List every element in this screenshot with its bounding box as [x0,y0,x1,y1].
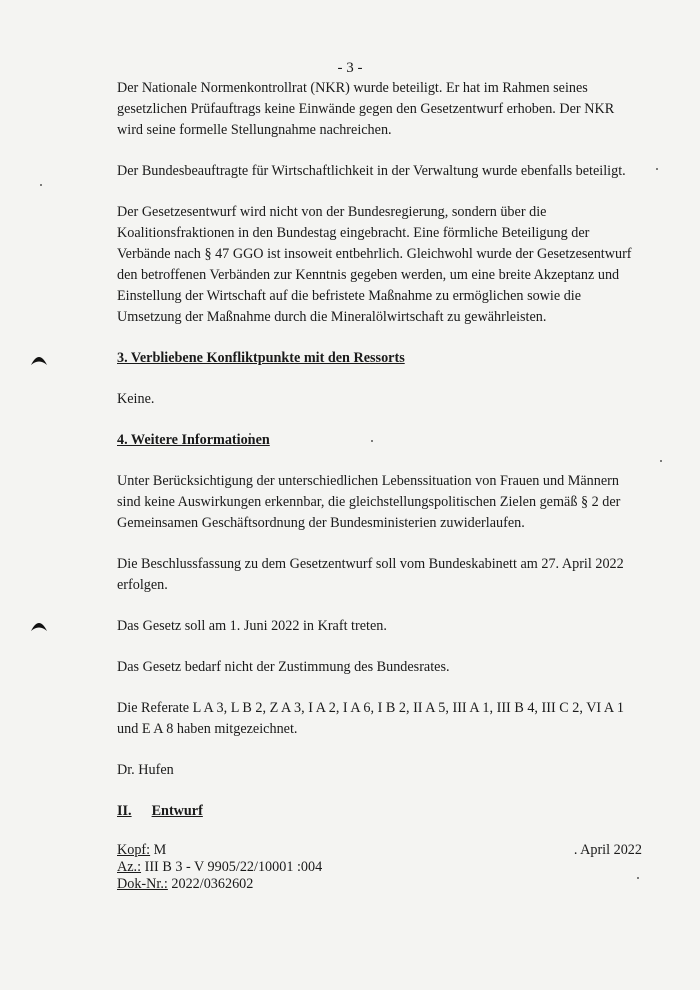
document-meta [117,842,642,893]
section-ii-title: Entwurf [151,803,203,819]
paragraph-inkrafttreten: Das Gesetz soll am 1. Juni 2022 in Kraft treten. [117,618,387,634]
section-3-heading: 3. Verbliebene Konfliktpunkte mit den Ressorts [117,350,405,366]
paragraph-nkr: Der Nationale Normenkontrollrat (NKR) wurde beteiligt. Er hat im Rahmen seines gesetzlichen Prüfauftrags keine Einwände gegen den Gesetzentwurf erhoben. Der NKR wird seine formelle Stellungnahme nachreichen. [117,80,615,138]
document-body [117,78,642,893]
meta-dok [117,876,632,893]
section-3-text: Keine. [117,391,155,407]
meta-dok-key: Dok-Nr.: [117,876,168,892]
meta-az [117,859,632,876]
punch-hole-mark [30,618,48,632]
section-ii-heading [117,801,632,822]
paragraph-gesetzesentwurf: Der Gesetzesentwurf wird nicht von der Bundesregierung, sondern über die Koalitionsfraktionen in den Bundestag eingebracht. Eine förmliche Beteiligung der Verbände nach § 47 GGO ist insoweit entbehrlich. Gleichwohl wurde der Gesetzesentwurf den betroffenen Verbänden zur Kenntnis gegeben werden, um eine breite Akzeptanz und Einstellung der Wirtschaft auf die befristete Maßnahme zu ermöglichen sowie die Umsetzung der Maßnahme durch die Mineralölwirtschaft zu gewährleisten. [117,204,632,325]
signature-name: Dr. Hufen [117,762,174,778]
scan-speck [660,460,662,462]
paragraph-bundesbeauftragter: Der Bundesbeauftragte für Wirtschaftlichkeit in der Verwaltung wurde ebenfalls beteiligt. [117,163,626,179]
meta-az-value: III B 3 - V 9905/22/10001 :004 [141,859,323,875]
page-number: - 3 - [337,60,363,76]
paragraph-referate: Die Referate L A 3, L B 2, Z A 3, I A 2, I A 6, I B 2, II A 5, III A 1, III B 4, III C 2, VI A 1 und E A 8 haben mitgezeichnet. [117,700,625,737]
paragraph-beschlussfassung: Die Beschlussfassung zu dem Gesetzentwurf soll vom Bundeskabinett am 27. April 2022 erfolgen. [117,556,624,593]
paragraph-gleichstellung: Unter Berücksichtigung der unterschiedlichen Lebenssituation von Frauen und Männern sind keine Auswirkungen erkennbar, die gleichstellungspolitischen Zielen gemäß § 2 der Gemeinsamen Geschäftsordnung der Bundesministerien zuwiderlaufen. [117,473,621,531]
section-ii-number: II. [117,803,132,819]
meta-dok-value: 2022/0362602 [167,876,254,892]
section-4-heading: 4. Weitere Informationen [117,432,270,448]
scan-speck [637,877,639,879]
meta-az-key: Az.: [117,859,142,875]
meta-kopf-value: M [150,842,167,858]
scan-speck [40,184,42,186]
meta-kopf-key: Kopf: [117,842,151,858]
paragraph-zustimmung: Das Gesetz bedarf nicht der Zustimmung des Bundesrates. [117,659,450,675]
punch-hole-mark [30,352,48,366]
scan-speck [656,168,658,170]
meta-date: . April 2022 [573,842,642,858]
meta-kopf [117,842,632,859]
